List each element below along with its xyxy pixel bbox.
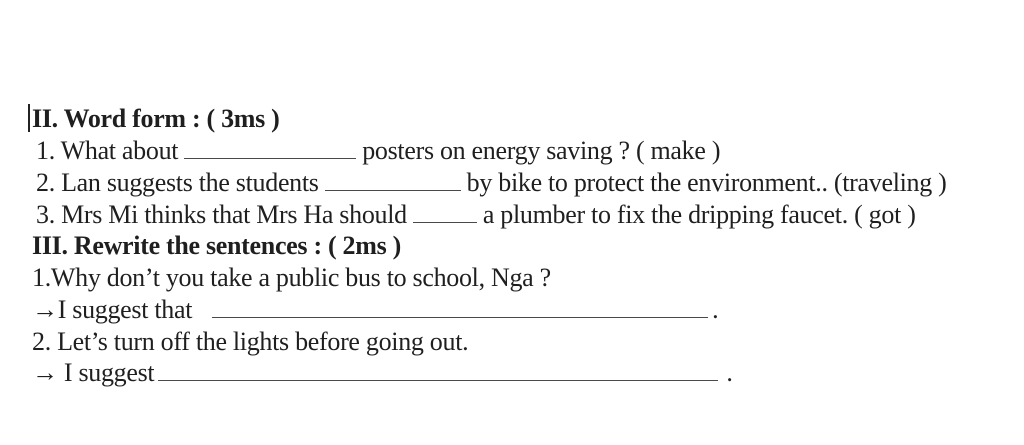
arrow-icon-answer-1-prefix: →I suggest that bbox=[32, 295, 193, 324]
item-3-blank[interactable] bbox=[413, 202, 477, 223]
item-1-suffix: posters on energy saving ? ( make ) bbox=[362, 136, 721, 165]
section-2-heading: II. Word form : ( 3ms ) bbox=[32, 104, 280, 133]
word-form-item-3 bbox=[36, 200, 916, 230]
answer-1-blank[interactable] bbox=[212, 297, 708, 318]
word-form-item-1 bbox=[36, 136, 720, 166]
rewrite-question-1: 1.Why don’t you take a public bus to school, Nga ? bbox=[32, 263, 551, 292]
answer-1-end: . bbox=[712, 295, 719, 324]
rewrite-answer-2 bbox=[32, 358, 733, 388]
item-3-prefix: 3. Mrs Mi thinks that Mrs Ha should bbox=[36, 200, 407, 229]
item-2-suffix: by bike to protect the environment.. (traveling ) bbox=[466, 168, 947, 197]
text-cursor bbox=[28, 104, 30, 132]
rewrite-question-2: 2. Let’s turn off the lights before going out. bbox=[32, 327, 469, 356]
item-3-suffix: a plumber to fix the dripping faucet. ( got ) bbox=[482, 200, 916, 229]
item-2-blank[interactable] bbox=[325, 170, 461, 191]
word-form-item-2 bbox=[36, 168, 947, 198]
rewrite-answer-1 bbox=[32, 295, 718, 325]
item-1-blank[interactable] bbox=[184, 138, 356, 159]
answer-2-end: . bbox=[726, 358, 733, 387]
answer-2-blank[interactable] bbox=[158, 360, 718, 381]
item-1-prefix: 1. What about bbox=[36, 136, 179, 165]
item-2-prefix: 2. Lan suggests the students bbox=[36, 168, 319, 197]
arrow-icon-answer-2-prefix: → I suggest bbox=[32, 358, 155, 387]
section-3-heading: III. Rewrite the sentences : ( 2ms ) bbox=[32, 231, 401, 260]
